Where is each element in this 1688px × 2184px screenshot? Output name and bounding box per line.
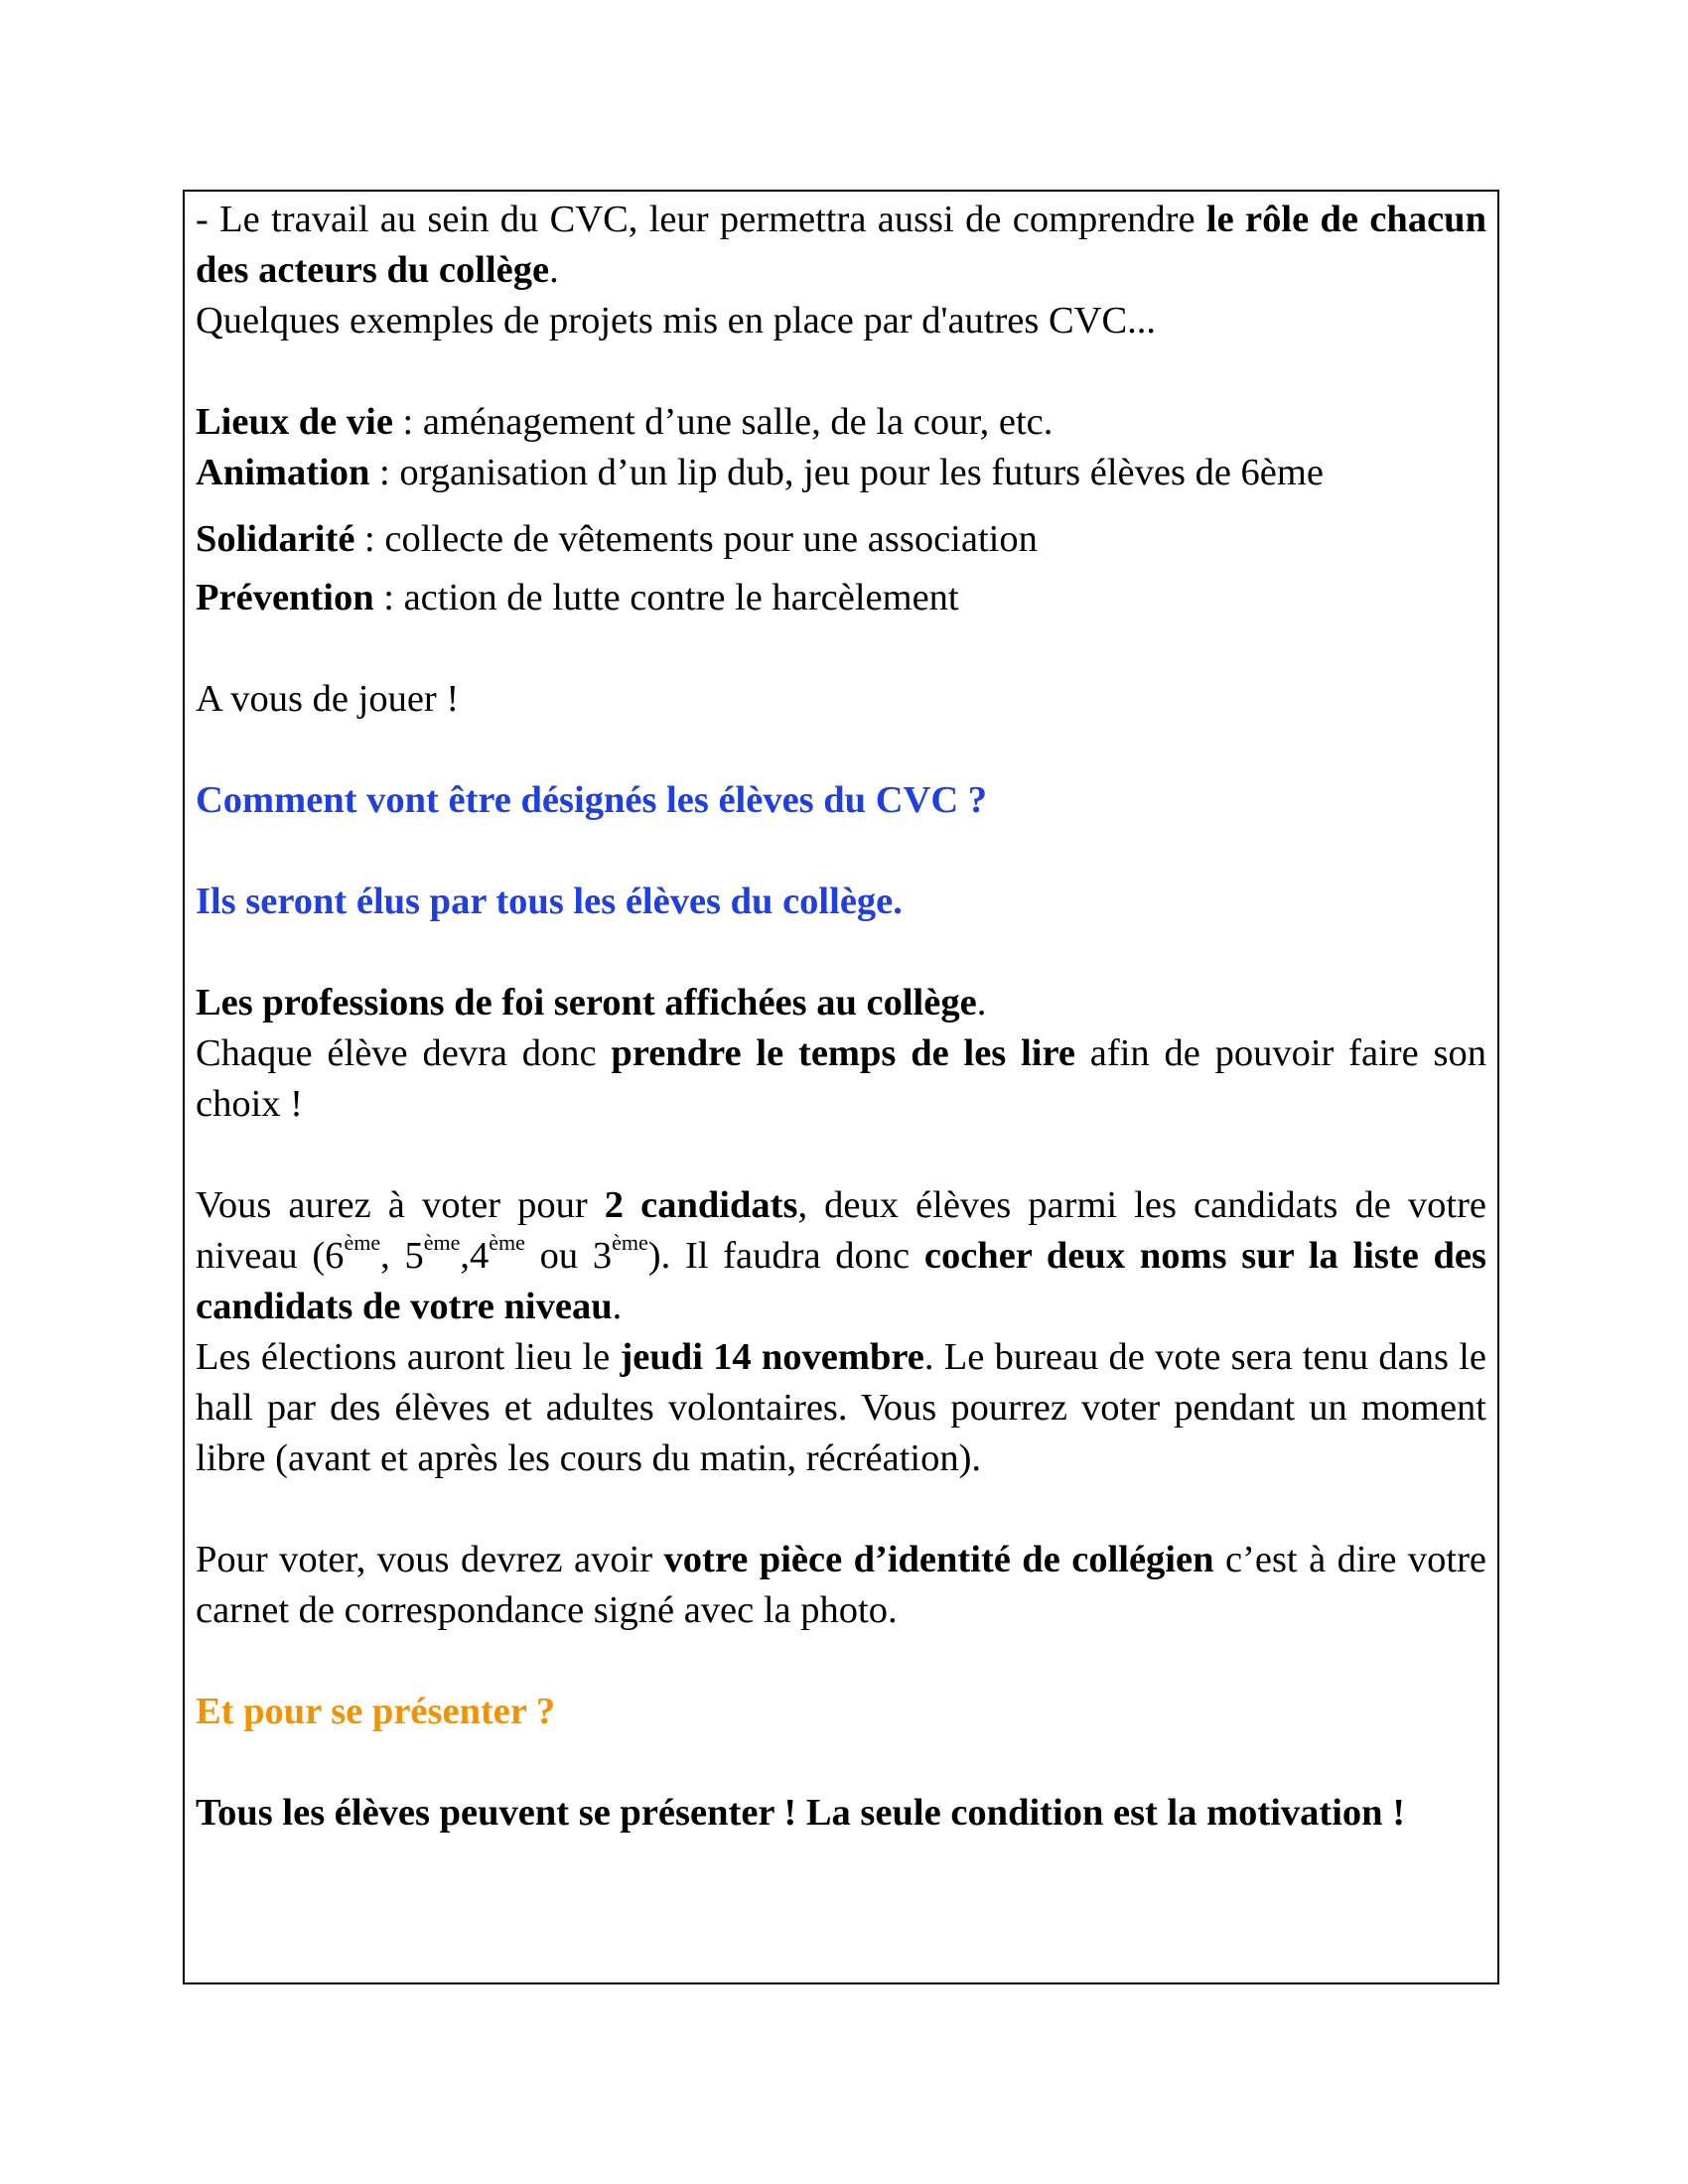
professions-end: . [976,982,987,1024]
spacer [196,1130,1486,1180]
intro-bold: le rôle de chacun des acteurs du collège [196,199,1486,291]
example-prevention [196,573,1486,623]
vote-paragraph-2 [196,1332,1486,1484]
example-animation [196,448,1486,498]
example-text: : aménagement d’une salle, de la cour, etc. [392,401,1054,443]
identity-text: Pour voter, vous devrez avoir [196,1539,664,1580]
vote-text: ). Il faudra donc [647,1235,924,1277]
identity-paragraph [196,1535,1486,1636]
professions-bold-2: prendre le temps de les lire [611,1032,1075,1074]
superscript: ème [423,1230,461,1256]
professions-line1 [196,978,1486,1028]
superscript: ème [344,1230,381,1256]
example-label: Solidarité [196,518,355,560]
vote-text: ou 3 [524,1235,613,1277]
professions-text: Chaque élève devra donc [196,1032,612,1074]
spacer [196,1636,1486,1687]
vote-text: ,4 [460,1235,490,1277]
example-text: : organisation d’un lip dub, jeu pour les futurs élèves de 6ème [369,452,1324,493]
question-heading-orange: Et pour se présenter ? [196,1691,556,1732]
vote-bold-candidates: 2 candidats [604,1184,798,1226]
spacer [196,826,1486,877]
example-lieux [196,397,1486,448]
conclusion-paragraph [196,1788,1486,1839]
identity-bold: votre pièce d’identité de collégien [663,1539,1214,1580]
intro-paragraph [196,195,1486,296]
spacer [196,346,1486,397]
example-label: Lieux de vie [196,401,393,443]
question-heading-blue: Comment vont être désignés les élèves du CVC ? [196,779,987,821]
conclusion-bold: Tous les élèves peuvent se présenter ! La seule condition est la motivation ! [196,1792,1406,1834]
intro-line2: Quelques exemples de projets mis en place par d'autres CVC... [196,300,1157,341]
vote-date: jeudi 14 novembre [620,1336,924,1378]
vote-text: Les élections auront lieu le [196,1336,621,1378]
example-label: Animation [196,452,370,493]
intro-end: . [549,249,559,291]
spacer [196,1737,1486,1788]
intro-text: - Le travail au sein du CVC, leur permettra aussi de comprendre [196,199,1206,240]
vote-text: . [612,1286,623,1327]
vote-paragraph-1 [196,1180,1486,1332]
spacer [196,498,1486,514]
vote-bold-instruction: cocher deux noms sur la liste des candidats de votre niveau [196,1235,1487,1327]
superscript: ème [612,1230,648,1256]
identity-text: c’est à dire votre carnet de correspondance signé avec la photo. [196,1539,1486,1631]
vote-text: . Le bureau de vote sera tenu dans le hall par des élèves et adultes volontaires. Vous pourrez voter pendant un moment libre (avant et après les cours du matin, récréation). [196,1336,1486,1479]
spacer [196,725,1486,775]
spacer [196,623,1486,674]
professions-bold: Les professions de foi seront affichées au collège [196,982,977,1024]
vote-text: , 5 [380,1235,424,1277]
example-text: : action de lutte contre le harcèlement [373,577,959,618]
vote-text: Vous aurez à voter pour [196,1184,605,1226]
superscript: ème [489,1230,525,1256]
spacer [196,565,1486,573]
call-to-action: A vous de jouer ! [196,678,460,720]
professions-line2 [196,1028,1486,1130]
document-body [196,195,1486,1839]
spacer [196,1484,1486,1535]
example-solidarite [196,514,1486,565]
example-label: Prévention [196,577,374,618]
vote-text: , deux élèves parmi les candidats de votre niveau (6 [196,1184,1486,1277]
professions-text-end: afin de pouvoir faire son choix ! [196,1032,1486,1125]
answer-heading-blue: Ils seront élus par tous les élèves du collège. [196,881,903,922]
example-text: : collecte de vêtements pour une association [354,518,1038,560]
spacer [196,927,1486,978]
